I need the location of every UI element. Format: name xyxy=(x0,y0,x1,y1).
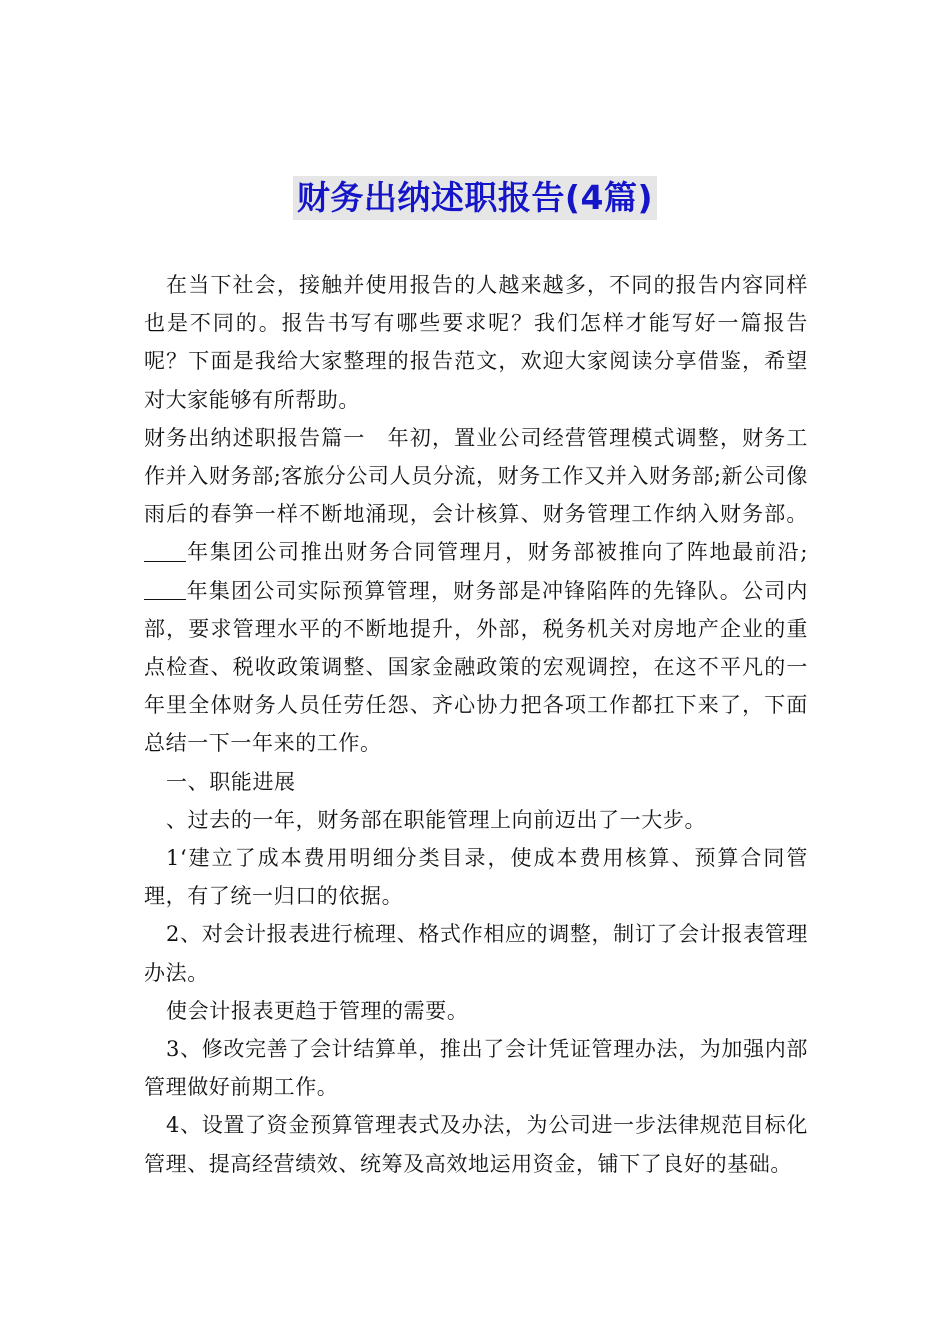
blank-underline xyxy=(144,578,186,600)
blank-underline xyxy=(144,540,186,562)
section-heading: 一、职能进展 xyxy=(166,769,296,794)
list-item: 1‘建立了成本费用明细分类目录，使成本费用核算、预算合同管理，有了统一归口的依据。 xyxy=(144,846,808,909)
list-item: 3、修改完善了会计结算单，推出了会计凭证管理办法，为加强内部管理做好前期工作。 xyxy=(144,1037,808,1100)
intro-paragraph: 在当下社会，接触并使用报告的人越来越多，不同的报告内容同样也是不同的。报告书写有哪些要求呢？我们怎样才能写好一篇报告呢？下面是我给大家整理的报告范文，欢迎大家阅读分享借鉴，希望对大家能够有所帮助。 xyxy=(144,273,808,412)
document-title: 财务出纳述职报告(4篇) xyxy=(293,176,657,220)
title-container xyxy=(0,176,950,220)
report-paragraph-1-part-b: 年集团公司推出财务合同管理月，财务部被推向了阵地最前沿; xyxy=(186,540,808,565)
list-item: 2、对会计报表进行梳理、格式作相应的调整，制订了会计报表管理办法。 xyxy=(144,922,808,985)
document-body xyxy=(144,266,808,1183)
report-paragraph-1 xyxy=(144,419,808,763)
report-paragraph-1-part-a: 财务出纳述职报告篇一 年初，置业公司经营管理模式调整，财务工作并入财务部;客旅分公司人员分流，财务工作又并入财务部;新公司像雨后的春笋一样不断地涌现，会计核算、财务管理工作纳入财务部。 xyxy=(144,425,808,527)
list-item: 4、设置了资金预算管理表式及办法，为公司进一步法律规范目标化管理、提高经营绩效、统筹及高效地运用资金，铺下了良好的基础。 xyxy=(144,1113,808,1176)
list-item: 、过去的一年，财务部在职能管理上向前迈出了一大步。 xyxy=(166,807,707,832)
list-item: 使会计报表更趋于管理的需要。 xyxy=(166,998,469,1023)
report-paragraph-1-part-c: 年集团公司实际预算管理，财务部是冲锋陷阵的先锋队。公司内部，要求管理水平的不断地提升，外部，税务机关对房地产企业的重点检查、税收政策调整、国家金融政策的宏观调控，在这不平凡的一年里全体财务人员任劳任怨、齐心协力把各项工作都扛下来了，下面总结一下一年来的工作。 xyxy=(144,578,808,756)
